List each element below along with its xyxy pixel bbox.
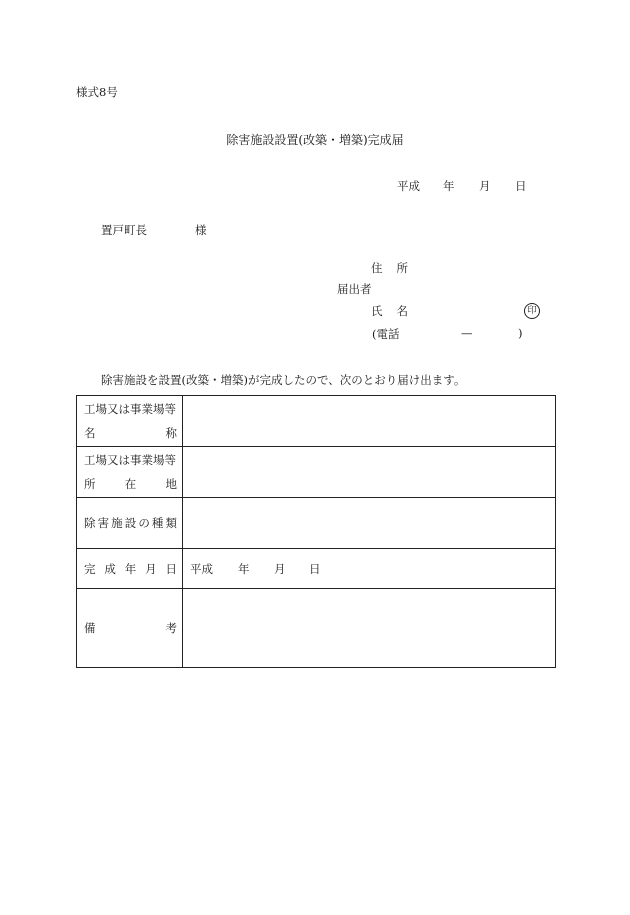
date-day: 日 [515, 179, 527, 193]
phone-open: (電話 [372, 327, 400, 341]
label-facility-location: 工場又は事業場等 所 在 地 [77, 447, 183, 498]
date-year: 年 [443, 179, 455, 193]
seal-mark [524, 302, 540, 319]
seal-icon: 印 [524, 303, 540, 319]
date-month: 月 [479, 179, 491, 193]
date-era: 平成 [397, 179, 420, 193]
label-completion-date: 完 成 年 月 日 [77, 549, 183, 589]
remarks-field[interactable] [183, 589, 556, 668]
phone-dash: — [461, 326, 473, 340]
notifier-label: 届出者 [337, 282, 372, 296]
address-label: 住 所 [371, 261, 408, 275]
phone-close: ) [518, 326, 523, 340]
table-row-facility-type [77, 498, 556, 549]
submission-date [397, 178, 527, 194]
table-row-facility-location [77, 447, 556, 498]
table-row-completion-date [77, 549, 556, 589]
facility-location-field[interactable] [183, 447, 556, 498]
completion-day: 日 [309, 561, 321, 576]
table-row-facility-name [77, 396, 556, 447]
form-number: 様式8号 [76, 85, 118, 99]
table-row-remarks [77, 589, 556, 668]
document-title: 除害施設設置(改築・増築)完成届 [226, 133, 404, 147]
label-facility-type: 除 害 施 設 の 種 類 [77, 498, 183, 549]
completion-month: 月 [274, 561, 286, 576]
form-table [76, 395, 556, 668]
completion-era: 平成 [190, 561, 213, 576]
name-label: 氏 名 [371, 304, 408, 318]
statement-text: 除害施設を設置(改築・増築)が完成したので、次のとおり届け出ます。 [101, 373, 466, 387]
facility-type-field[interactable] [183, 498, 556, 549]
completion-date-field[interactable] [183, 549, 556, 589]
addressee-name: 置戸町長 [101, 223, 147, 237]
facility-name-field[interactable] [183, 396, 556, 447]
addressee-honorific: 様 [195, 223, 207, 237]
label-facility-name: 工場又は事業場等 名 称 [77, 396, 183, 447]
completion-year: 年 [238, 561, 250, 576]
label-remarks: 備 考 [77, 589, 183, 668]
